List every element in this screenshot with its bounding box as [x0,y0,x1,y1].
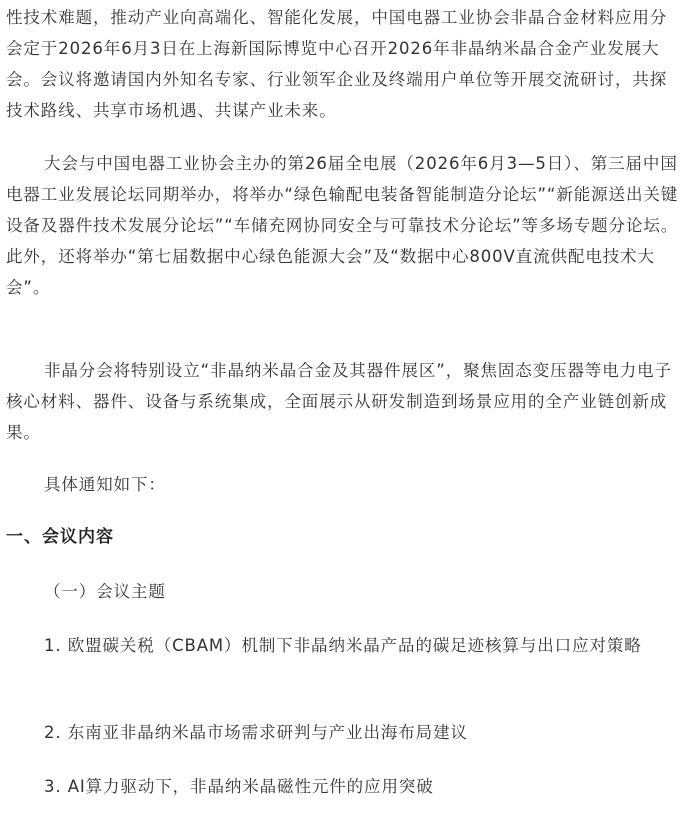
concurrent-events-paragraph: 大会与中国电器工业协会主办的第26届全电展（2026年6月3—5日）、第三届中国电器工业发展论坛同期举办，将举办“绿色输配电装备智能制造分论坛”“新能源送出关键设备及器件技术发展分论坛”“车储充网协同安全与可靠技术分论坛”等多场专题分论坛。此外，还将举办“第七届数据中心绿色能源大会”及“数据中心800V直流供配电技术大会”。 [6,154,679,297]
section-heading-meeting-content: 一、会议内容 [6,527,114,547]
theme-item-2: 2. 东南亚非晶纳米晶市场需求研判与产业出海布局建议 [44,723,468,742]
theme-item-3: 3. AI算力驱动下，非晶纳米晶磁性元件的应用突破 [44,777,434,796]
intro-paragraph-continuation: 性技术难题，推动产业向高端化、智能化发展，中国电器工业协会非晶合金材料应用分会定于2026年6月3日在上海新国际博览中心召开2026年非晶纳米晶合金产业发展大会。会议将邀请国内外知名专家、行业领军企业及终端用户单位等开展交流研讨，共探技术路线、共享市场机遇、共谋产业未来。 [6,8,668,120]
exhibition-area-paragraph: 非晶分会将特别设立“非晶纳米晶合金及其器件展区”，聚焦固态变压器等电力电子核心材料、器件、设备与系统集成，全面展示从研发制造到场景应用的全产业链创新成果。 [6,361,672,442]
notice-intro-paragraph: 具体通知如下： [44,475,166,494]
theme-item-1: 1. 欧盟碳关税（CBAM）机制下非晶纳米晶产品的碳足迹核算与出口应对策略 [44,636,642,655]
subheading-meeting-theme: （一）会议主题 [44,582,166,601]
